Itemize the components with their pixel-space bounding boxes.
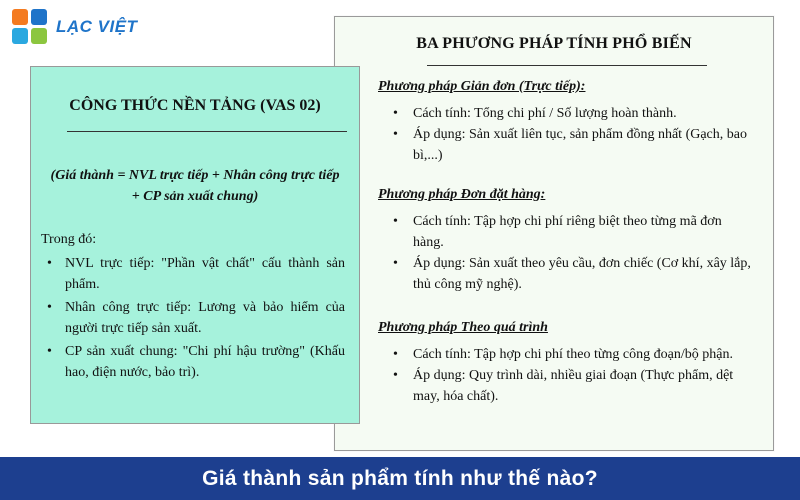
- formula-panel: [30, 66, 360, 424]
- logo-mark-icon: [12, 9, 48, 45]
- list-item: • Áp dụng: Sản xuất liên tục, sản phẩm đồng nhất (Gạch, bao bì,...): [379, 124, 755, 166]
- list-item: • Áp dụng: Quy trình dài, nhiều giai đoạn (Thực phẩm, dệt may, hóa chất).: [379, 365, 755, 407]
- brand-logo: [12, 8, 137, 46]
- formula-components-list: [41, 253, 345, 385]
- method-job-order: [379, 187, 755, 295]
- list-item: • CP sản xuất chung: "Chi phí hậu trường" (Khấu hao, điện nước, bảo trì).: [41, 341, 345, 383]
- method-process: [379, 320, 755, 407]
- method-title: Phương pháp Theo quá trình: [378, 320, 548, 335]
- method-title: Phương pháp Giản đơn (Trực tiếp):: [378, 79, 586, 94]
- method-title: Phương pháp Đơn đặt hàng:: [378, 187, 546, 202]
- footer-title: Giá thành sản phẩm tính như thế nào?: [202, 466, 598, 490]
- list-item: • Áp dụng: Sản xuất theo yêu cầu, đơn chiếc (Cơ khí, xây lắp, thủ công mỹ nghệ).: [379, 253, 755, 295]
- methods-title: BA PHƯƠNG PHÁP TÍNH PHỔ BIẾN: [416, 35, 692, 52]
- footer-banner: [0, 457, 800, 500]
- brand-name: LẠC VIỆT: [56, 17, 138, 36]
- list-item: • Cách tính: Tập hợp chi phí riêng biệt theo từng mã đơn hàng.: [379, 211, 755, 253]
- list-item: • NVL trực tiếp: "Phần vật chất" cấu thành sản phẩm.: [41, 253, 345, 295]
- method-list: [379, 103, 755, 166]
- where-label: Trong đó:: [41, 232, 97, 247]
- list-item: • Cách tính: Tập hợp chi phí theo từng công đoạn/bộ phận.: [379, 344, 755, 365]
- list-item: • Nhân công trực tiếp: Lương và bảo hiểm của người trực tiếp sản xuất.: [41, 297, 345, 339]
- methods-panel: [334, 16, 774, 451]
- methods-title-divider: [427, 65, 707, 66]
- formula-title: CÔNG THỨC NỀN TẢNG (VAS 02): [69, 97, 321, 114]
- method-list: [379, 344, 755, 407]
- formula-title-divider: [67, 131, 347, 132]
- list-item: • Cách tính: Tổng chi phí / Số lượng hoàn thành.: [379, 103, 755, 124]
- method-simple: [379, 79, 755, 166]
- method-list: [379, 211, 755, 295]
- formula-text: (Giá thành = NVL trực tiếp + Nhân công trực tiếp + CP sản xuất chung): [50, 168, 340, 204]
